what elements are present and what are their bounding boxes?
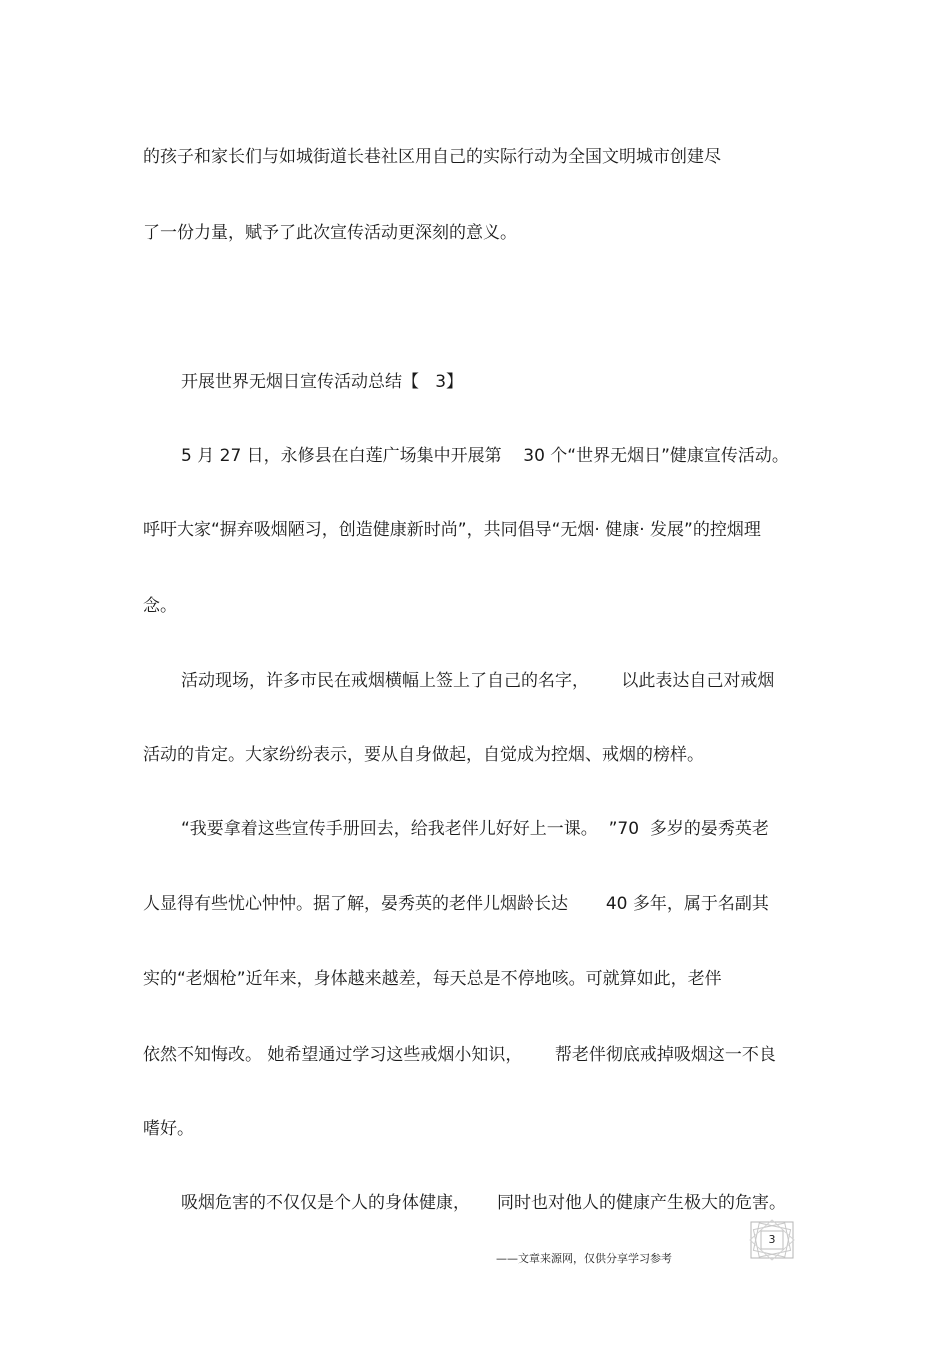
- page-number: 3: [768, 1233, 776, 1246]
- paragraph-line: 活动现场，许多市民在戒烟横幅上签上了自己的名字， 以此表达自己对戒烟: [181, 671, 775, 691]
- paragraph-line: 念。: [143, 596, 177, 616]
- paragraph-line: 5 月 27 日，永修县在白莲广场集中开展第 30 个“世界无烟日”健康宣传活动。: [181, 446, 789, 466]
- paragraph-line: 依然不知悔改。 她希望通过学习这些戒烟小知识， 帮老伴彻底戒掉吸烟这一不良: [143, 1045, 776, 1065]
- footer-source-note: ——文章来源网，仅供分享学习参考: [496, 1252, 672, 1265]
- page-number-badge: [747, 1218, 797, 1262]
- paragraph-line: 呼吁大家“摒弃吸烟陋习，创造健康新时尚”，共同倡导“无烟· 健康· 发展”的控烟理: [143, 520, 761, 540]
- paragraph-line: 嗜好。: [143, 1119, 194, 1139]
- paragraph-line: 人显得有些忧心忡忡。据了解，晏秀英的老伴儿烟龄长达 40 多年，属于名副其: [143, 894, 769, 914]
- paragraph-line: 活动的肯定。大家纷纷表示，要从自身做起，自觉成为控烟、戒烟的榜样。: [143, 745, 704, 765]
- paragraph-line: 了一份力量，赋予了此次宣传活动更深刻的意义。: [143, 223, 517, 243]
- section-heading: 开展世界无烟日宣传活动总结【 3】: [181, 372, 464, 392]
- paragraph-line: 吸烟危害的不仅仅是个人的身体健康， 同时也对他人的健康产生极大的危害。: [181, 1193, 787, 1213]
- paragraph-line: 实的“老烟枪”近年来，身体越来越差，每天总是不停地咳。可就算如此，老伴: [143, 969, 722, 989]
- paragraph-line: “我要拿着这些宣传手册回去，给我老伴儿好好上一课。 ”70 多岁的晏秀英老: [181, 819, 769, 839]
- paragraph-line: 的孩子和家长们与如城街道长巷社区用自己的实际行动为全国文明城市创建尽: [143, 147, 721, 167]
